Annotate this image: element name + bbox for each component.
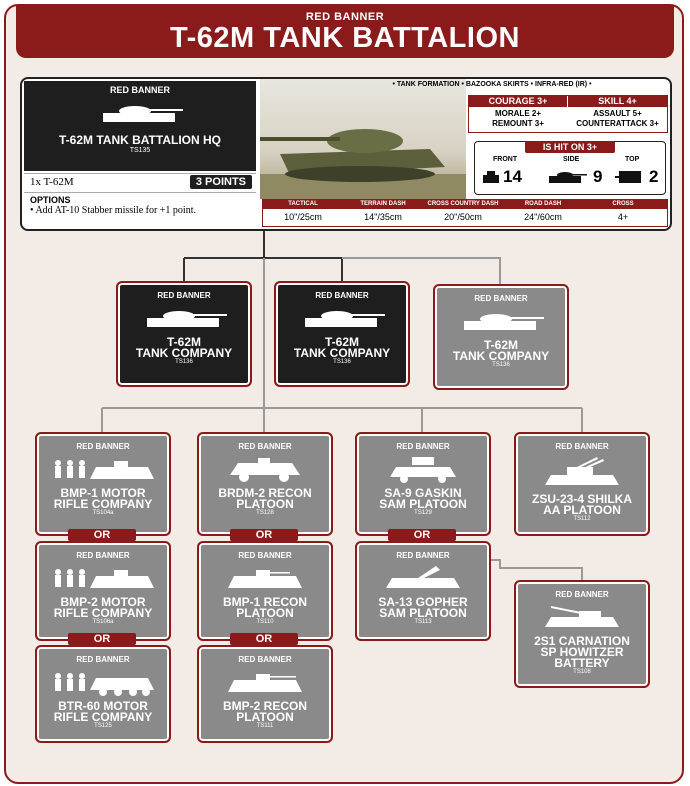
top-armour: 2 <box>649 167 659 186</box>
movement-value: 20"/50cm <box>444 212 482 222</box>
front-label: FRONT <box>493 156 518 163</box>
support-card[interactable] <box>35 541 171 641</box>
card-name-line2: AA PLATOON <box>543 503 621 517</box>
or-divider: OR <box>68 529 136 541</box>
page-title: T-62M TANK BATTALION <box>170 22 520 54</box>
company-code: TS136 <box>492 362 510 368</box>
card-faction: RED BANNER <box>238 442 292 451</box>
hq-name: T-62M TANK BATTALION HQ <box>59 133 221 147</box>
tank-top-icon <box>615 170 645 184</box>
hq-unit-card <box>20 77 672 231</box>
card-faction: RED BANNER <box>396 442 450 451</box>
points-badge: 3 POINTS <box>190 175 252 189</box>
skill-rating: SKILL 4+ <box>568 96 667 107</box>
movement-value: 14"/35cm <box>364 212 402 222</box>
card-code: TS106a <box>92 619 114 625</box>
remount-rating: REMOUNT 3+ <box>492 119 544 128</box>
company-faction: RED BANNER <box>315 291 369 300</box>
movement-value: 24"/60cm <box>524 212 562 222</box>
support-card[interactable] <box>355 432 491 536</box>
tank-side-icon <box>547 170 587 184</box>
unit-line <box>24 173 256 193</box>
movement-table <box>262 199 668 227</box>
card-name-line1: BMP-1 MOTOR <box>60 486 146 500</box>
hq-faction: RED BANNER <box>109 85 170 95</box>
card-name-line2: SP HOWITZER <box>540 645 624 659</box>
card-faction: RED BANNER <box>555 590 609 599</box>
card-name-line1: BMP-2 MOTOR <box>60 595 146 609</box>
card-name-line1: BRDM-2 RECON <box>218 486 312 500</box>
card-name-line1: BMP-1 RECON <box>222 595 307 609</box>
or-divider: OR <box>388 529 456 541</box>
card-name-line2: RIFLE COMPANY <box>53 497 153 511</box>
armour-block <box>474 141 666 195</box>
options-heading: OPTIONS <box>30 195 71 205</box>
company-faction: RED BANNER <box>474 294 528 303</box>
sam-tracked-icon <box>378 564 468 592</box>
support-card[interactable] <box>514 580 650 688</box>
hq-code: TS135 <box>129 147 151 154</box>
card-name-line1: SA-9 GASKIN <box>384 486 462 500</box>
or-divider: OR <box>230 633 298 645</box>
tank-company-card[interactable] <box>274 281 410 387</box>
assault-rating: ASSAULT 5+ <box>593 109 642 118</box>
or-divider: OR <box>230 529 298 541</box>
apc-infantry-icon <box>48 668 158 696</box>
card-name-line2: SAM PLATOON <box>379 497 467 511</box>
courage-rating: COURAGE 3+ <box>469 96 567 107</box>
card-faction: RED BANNER <box>76 551 130 560</box>
card-name-line3: BATTERY <box>554 656 610 670</box>
card-name-line1: 2S1 CARNATION <box>534 634 630 648</box>
card-name-line2: PLATOON <box>236 606 294 620</box>
morale-rating: MORALE 2+ <box>494 109 541 118</box>
support-card[interactable] <box>197 645 333 743</box>
support-card[interactable] <box>514 432 650 536</box>
card-name-line2: PLATOON <box>236 710 294 724</box>
banner-subtitle: RED BANNER <box>305 11 385 23</box>
movement-header: TERRAIN DASH <box>360 201 406 207</box>
card-name-line2: RIFLE COMPANY <box>53 606 153 620</box>
card-faction: RED BANNER <box>396 551 450 560</box>
tank-company-card[interactable] <box>116 281 252 387</box>
tank-icon <box>139 306 229 332</box>
card-code: TS104a <box>92 510 114 516</box>
options-section <box>24 193 256 225</box>
movement-header: TACTICAL <box>288 201 318 207</box>
movement-header: CROSS <box>612 201 634 207</box>
movement-header: ROAD DASH <box>524 201 562 207</box>
card-name-line1: BMP-2 RECON <box>222 699 307 713</box>
card-name-line1: SA-13 GOPHER <box>378 595 468 609</box>
company-name-line2: TANK COMPANY <box>452 349 550 363</box>
tank-company-card[interactable] <box>433 284 569 390</box>
option-item: • Add AT-10 Stabber missile for +1 point. <box>30 205 196 216</box>
scout-car-icon <box>220 455 310 483</box>
side-armour: 9 <box>593 167 603 186</box>
tank-front-icon <box>483 170 499 184</box>
tank-photo <box>260 79 466 199</box>
tank-icon <box>95 101 185 127</box>
card-code: TS111 <box>256 723 274 729</box>
support-card[interactable] <box>35 432 171 536</box>
aa-gun-icon <box>537 455 627 489</box>
or-divider: OR <box>68 633 136 645</box>
card-code: TS129 <box>414 510 432 516</box>
card-name-line2: PLATOON <box>236 497 294 511</box>
tank-icon <box>456 309 546 335</box>
counterattack-rating: COUNTERATTACK 3+ <box>576 119 659 128</box>
card-code: TS125 <box>94 723 112 729</box>
support-card[interactable] <box>355 541 491 641</box>
ifv-icon <box>220 564 310 592</box>
card-faction: RED BANNER <box>555 442 609 451</box>
front-armour: 14 <box>503 167 522 186</box>
hit-on-rating: IS HIT ON 3+ <box>525 141 615 153</box>
support-card[interactable] <box>197 541 333 641</box>
company-name-line1: T-62M <box>483 338 518 352</box>
ifv-infantry-icon <box>48 564 158 592</box>
special-rules: • TANK FORMATION • BAZOOKA SKIRTS • INFRA-RED (IR) • <box>392 81 592 88</box>
card-code: TS110 <box>256 619 274 625</box>
card-name-line1: BTR-60 MOTOR <box>58 699 148 713</box>
card-faction: RED BANNER <box>238 551 292 560</box>
ifv-icon <box>220 668 310 696</box>
company-code: TS136 <box>175 359 193 365</box>
company-name-line1: T-62M <box>166 335 201 349</box>
ifv-infantry-icon <box>48 455 158 483</box>
card-name-line1: ZSU-23-4 SHILKA <box>531 492 632 506</box>
movement-value: 10"/25cm <box>284 212 322 222</box>
company-code: TS136 <box>333 359 351 365</box>
top-label: TOP <box>625 156 640 163</box>
company-name-line1: T-62M <box>324 335 359 349</box>
card-name-line2: SAM PLATOON <box>379 606 467 620</box>
card-code: TS112 <box>573 516 591 522</box>
card-code: TS108 <box>573 669 591 675</box>
hq-title-card <box>24 81 256 171</box>
tank-icon <box>297 306 387 332</box>
side-label: SIDE <box>563 156 580 163</box>
card-name-line2: RIFLE COMPANY <box>53 710 153 724</box>
ratings-block <box>468 95 668 133</box>
sam-vehicle-icon <box>378 455 468 483</box>
card-code: TS113 <box>414 619 432 625</box>
support-card[interactable] <box>197 432 333 536</box>
card-faction: RED BANNER <box>76 655 130 664</box>
howitzer-icon <box>537 603 627 631</box>
company-name-line2: TANK COMPANY <box>293 346 391 360</box>
support-card[interactable] <box>35 645 171 743</box>
card-faction: RED BANNER <box>76 442 130 451</box>
movement-header: CROSS COUNTRY DASH <box>427 201 499 207</box>
company-name-line2: TANK COMPANY <box>135 346 233 360</box>
unit-quantity: 1x T-62M <box>30 176 74 188</box>
company-faction: RED BANNER <box>157 291 211 300</box>
movement-value: 4+ <box>617 212 629 222</box>
card-faction: RED BANNER <box>238 655 292 664</box>
card-code: TS128 <box>256 510 274 516</box>
